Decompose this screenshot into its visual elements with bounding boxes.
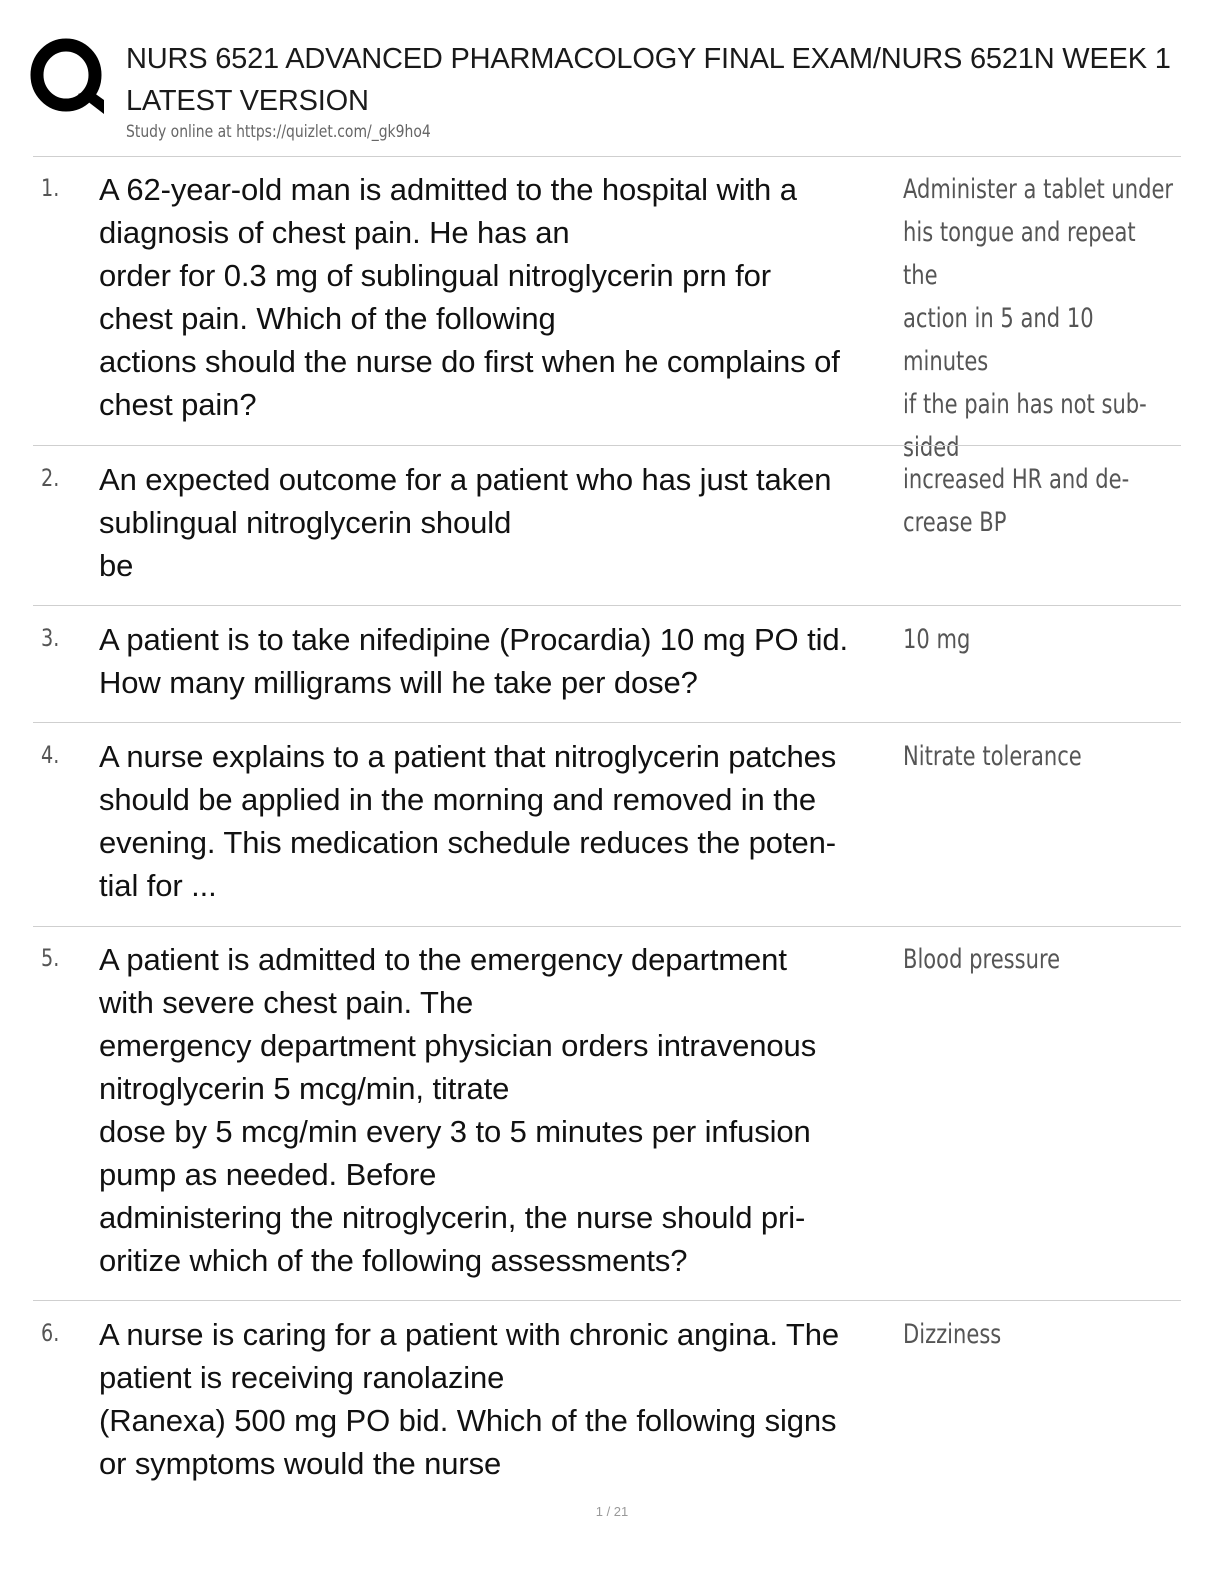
divider: [33, 605, 1181, 606]
card-answer: [903, 735, 1178, 778]
card-number: 5.: [41, 944, 60, 972]
card-answer: [903, 938, 1178, 981]
card-question: An expected outcome for a patient who has just taken sublingual nitroglycerin should be: [99, 462, 832, 583]
card-answer-text: Dizziness: [903, 1319, 1002, 1350]
card-number: 3.: [41, 624, 60, 652]
divider: [33, 722, 1181, 723]
card-number: 1.: [41, 174, 60, 202]
card-answer: [903, 458, 1178, 544]
divider: [33, 445, 1181, 446]
card-answer-text: increased HR and de- crease BP: [903, 464, 1130, 538]
document-title: NURS 6521 ADVANCED PHARMACOLOGY FINAL EXAM/NURS 6521N WEEK 1 LATEST VERSION: [126, 43, 1171, 117]
divider: [33, 926, 1181, 927]
card-question: A patient is admitted to the emergency department with severe chest pain. The emergency department physician orders intravenous nitroglycerin 5 mcg/min, titrate dose by 5 mcg/min every 3 to 5 minutes per infusion pump as needed. Before administering the nitroglycerin, the nurse should pri- oritize which of the following assessments?: [99, 942, 817, 1278]
card-number: 6.: [41, 1319, 60, 1347]
page-number: 1 / 21: [595, 1504, 629, 1519]
card-question: A patient is to take nifedipine (Procardia) 10 mg PO tid. How many milligrams will he take per dose?: [99, 622, 849, 700]
card-answer: [903, 618, 1178, 661]
card-answer: [903, 1313, 1178, 1356]
study-online-link[interactable]: Study online at https://quizlet.com/_gk9ho4: [126, 122, 431, 142]
card-answer-text: Administer a tablet under his tongue and repeat the action in 5 and 10 minutes if the pain has not sub- sided: [903, 174, 1174, 463]
divider: [33, 1300, 1181, 1301]
quizlet-logo-icon: [30, 38, 108, 116]
card-answer-text: Blood pressure: [903, 944, 1061, 975]
card-number: 4.: [41, 741, 60, 769]
divider: [33, 156, 1181, 157]
card-number: 2.: [41, 464, 60, 492]
card-answer-text: Nitrate tolerance: [903, 741, 1082, 772]
card-answer: [903, 168, 1178, 469]
card-question: A 62-year-old man is admitted to the hospital with a diagnosis of chest pain. He has an order for 0.3 mg of sublingual nitroglycerin prn for chest pain. Which of the following actions should the nurse do first when he complains of chest pain?: [99, 172, 840, 422]
card-answer-text: 10 mg: [903, 624, 971, 655]
card-question: A nurse is caring for a patient with chronic angina. The patient is receiving ranolazine (Ranexa) 500 mg PO bid. Which of the following signs or symptoms would the nurse: [99, 1317, 839, 1481]
card-question: A nurse explains to a patient that nitroglycerin patches should be applied in the morning and removed in the evening. This medication schedule reduces the poten- tial for ...: [99, 739, 837, 903]
